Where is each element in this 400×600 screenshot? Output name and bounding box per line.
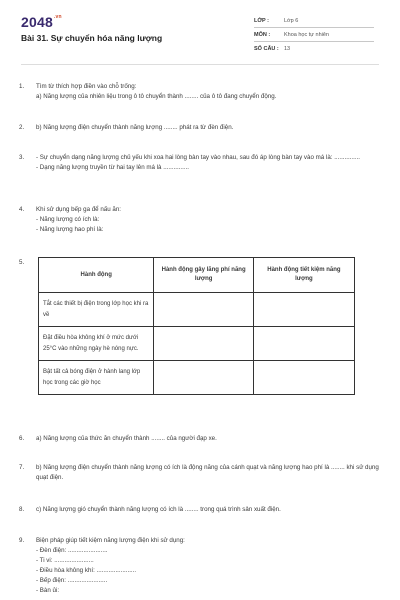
table-header: Hành động tiết kiệm năng lượng xyxy=(253,258,354,293)
meta-label: MÔN : xyxy=(254,32,271,38)
table-row xyxy=(39,293,355,327)
lesson-title: Bài 31. Sự chuyển hóa năng lượng xyxy=(21,33,163,43)
question-text: a) Năng lượng của thức ăn chuyển thành ........ của người đạp xe. xyxy=(36,435,217,442)
question-text: - Năng lượng hao phí là: xyxy=(36,226,104,233)
table-header-row xyxy=(39,258,355,293)
table-cell xyxy=(154,327,253,361)
energy-action-table xyxy=(38,257,355,395)
question-number: 5. xyxy=(19,259,25,266)
question-number: 6. xyxy=(19,435,25,442)
meta-divider xyxy=(254,27,374,28)
question-text: a) Năng lượng của nhiên liệu trong ô tô chuyển thành ........ của ô tô đang chuyển động. xyxy=(36,93,277,100)
meta-label: SỐ CÂU : xyxy=(254,46,279,52)
question-number: 1. xyxy=(19,83,25,90)
question-text: - Sự chuyển dạng năng lượng chủ yếu khi xoa hai lòng bàn tay vào nhau, sau đó áp lòng bàn tay vào má là: ............... xyxy=(36,154,360,161)
question-text: Khi sử dụng bếp ga để nấu ăn: xyxy=(36,206,121,213)
table-cell: Tắt các thiết bị điện trong lớp học khi ra về xyxy=(39,293,154,327)
table-header: Hành động gây lãng phí năng lượng xyxy=(154,258,253,293)
question-number: 8. xyxy=(19,506,25,513)
question-text: - Bếp điện: ....................... xyxy=(36,577,108,584)
table-cell xyxy=(154,361,253,395)
page-header xyxy=(0,0,400,70)
table-cell xyxy=(253,327,354,361)
meta-label: LỚP : xyxy=(254,18,269,24)
table-cell: Bật tất cả bóng điện ở hành lang lớp học trong các giờ học xyxy=(39,361,154,395)
question-text: - Dạng năng lượng truyền từ hai tay lên má là ............... xyxy=(36,164,190,171)
question-text: - Ti vi: ....................... xyxy=(36,557,94,564)
question-number: 9. xyxy=(19,537,25,544)
question-number: 7. xyxy=(19,464,25,471)
meta-value: Khoa học tự nhiên xyxy=(284,32,329,38)
table-row xyxy=(39,327,355,361)
header-divider xyxy=(21,64,379,65)
table-row xyxy=(39,361,355,395)
question-text: - Năng lượng có ích là: xyxy=(36,216,100,223)
question-text: - Bàn ủi: xyxy=(36,587,60,594)
question-text: Tìm từ thích hợp điền vào chỗ trống: xyxy=(36,83,137,90)
table-cell: Đặt điều hòa không khí ở mức dưới 25°C vào những ngày hè nóng nực. xyxy=(39,327,154,361)
question-text: b) Năng lượng điện chuyển thành năng lượng có ích là động năng của cánh quạt và năng lượng hao phí là ........ khi sử dụng quạt điện. xyxy=(36,464,381,481)
site-logo[interactable]: $2048^{.vn}$ xyxy=(21,14,62,30)
meta-value: Lớp 6 xyxy=(284,18,299,24)
question-text: - Điều hòa không khí: ....................... xyxy=(36,567,137,574)
question-text: - Đèn điện: ....................... xyxy=(36,547,108,554)
question-text: c) Năng lượng gió chuyển thành năng lượng có ích là ........ trong quá trình sản xuất điện. xyxy=(36,506,281,513)
table-cell xyxy=(253,293,354,327)
table-cell xyxy=(154,293,253,327)
meta-divider xyxy=(254,41,374,42)
question-number: 2. xyxy=(19,124,25,131)
question-number: 4. xyxy=(19,206,25,213)
table-cell xyxy=(253,361,354,395)
question-text: Biện pháp giúp tiết kiệm năng lượng điện khi sử dụng: xyxy=(36,537,185,544)
question-number: 3. xyxy=(19,154,25,161)
meta-value: 13 xyxy=(284,46,291,52)
question-text: b) Năng lượng điện chuyển thành năng lượng ........ phát ra từ đèn điện. xyxy=(36,124,234,131)
table-header: Hành động xyxy=(39,258,154,293)
